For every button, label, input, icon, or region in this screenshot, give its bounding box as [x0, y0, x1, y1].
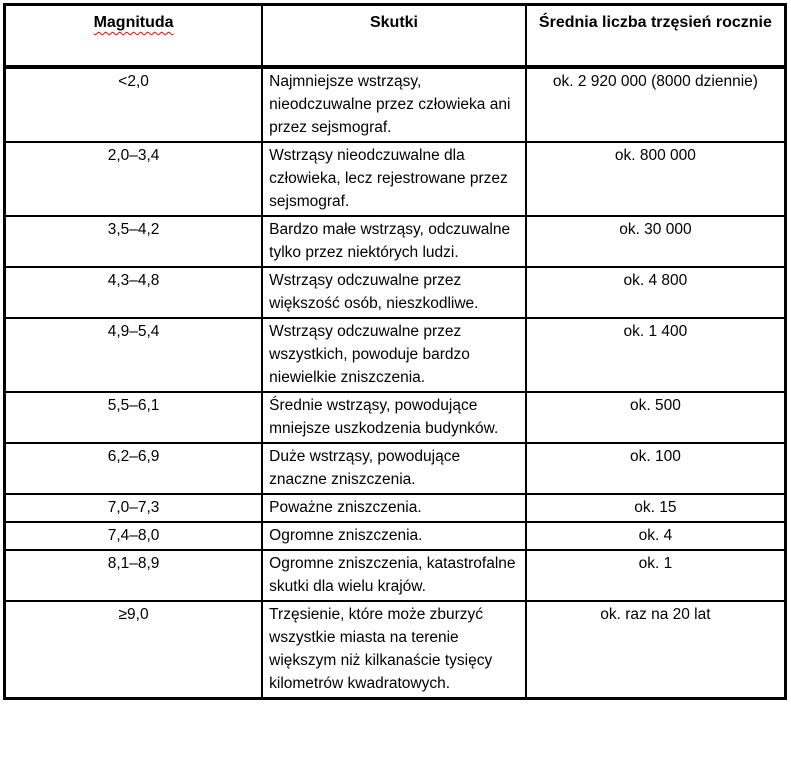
- frequency-cell: ok. 100: [526, 443, 786, 494]
- table-body: [5, 67, 786, 699]
- table-row: [5, 392, 786, 443]
- magnitude-cell: 8,1–8,9: [5, 550, 263, 601]
- frequency-cell: ok. 15: [526, 494, 786, 522]
- magnitude-cell: 3,5–4,2: [5, 216, 263, 267]
- table-row: [5, 601, 786, 699]
- header-magnitude: [5, 5, 263, 68]
- frequency-cell: ok. 1: [526, 550, 786, 601]
- earthquake-magnitude-table: [3, 3, 787, 700]
- frequency-cell: ok. 800 000: [526, 142, 786, 216]
- effects-cell: Najmniejsze wstrząsy, nieodczuwalne przez człowieka ani przez sejsmograf.: [262, 67, 526, 142]
- effects-cell: Trzęsienie, które może zburzyć wszystkie miasta na terenie większym niż kilkanaście tysięcy kilometrów kwadratowych.: [262, 601, 526, 699]
- table-row: [5, 443, 786, 494]
- table-row: [5, 216, 786, 267]
- effects-cell: Duże wstrząsy, powodujące znaczne zniszczenia.: [262, 443, 526, 494]
- effects-cell: Wstrząsy nieodczuwalne dla człowieka, lecz rejestrowane przez sejsmograf.: [262, 142, 526, 216]
- table-row: [5, 522, 786, 550]
- table-row: [5, 550, 786, 601]
- magnitude-cell: 6,2–6,9: [5, 443, 263, 494]
- header-frequency-label: Średnia liczba trzęsień rocznie: [538, 14, 772, 31]
- header-effects: [262, 5, 526, 68]
- header-magnitude-label: Magnituda: [93, 14, 174, 31]
- table-row: [5, 142, 786, 216]
- magnitude-cell: 5,5–6,1: [5, 392, 263, 443]
- header-effects-label: Skutki: [369, 14, 418, 31]
- frequency-cell: ok. 1 400: [526, 318, 786, 392]
- effects-cell: Ogromne zniszczenia, katastrofalne skutki dla wielu krajów.: [262, 550, 526, 601]
- table-row: [5, 67, 786, 142]
- magnitude-cell: ≥9,0: [5, 601, 263, 699]
- table-row: [5, 267, 786, 318]
- frequency-cell: ok. raz na 20 lat: [526, 601, 786, 699]
- table-header-row: [5, 5, 786, 68]
- frequency-cell: ok. 500: [526, 392, 786, 443]
- magnitude-cell: 7,4–8,0: [5, 522, 263, 550]
- header-frequency: [526, 5, 786, 68]
- magnitude-cell: 4,3–4,8: [5, 267, 263, 318]
- table-row: [5, 494, 786, 522]
- effects-cell: Średnie wstrząsy, powodujące mniejsze uszkodzenia budynków.: [262, 392, 526, 443]
- frequency-cell: ok. 30 000: [526, 216, 786, 267]
- table-row: [5, 318, 786, 392]
- frequency-cell: ok. 4: [526, 522, 786, 550]
- magnitude-cell: 2,0–3,4: [5, 142, 263, 216]
- magnitude-cell: 4,9–5,4: [5, 318, 263, 392]
- effects-cell: Bardzo małe wstrząsy, odczuwalne tylko przez niektórych ludzi.: [262, 216, 526, 267]
- effects-cell: Wstrząsy odczuwalne przez wszystkich, powoduje bardzo niewielkie zniszczenia.: [262, 318, 526, 392]
- effects-cell: Poważne zniszczenia.: [262, 494, 526, 522]
- magnitude-cell: <2,0: [5, 67, 263, 142]
- magnitude-cell: 7,0–7,3: [5, 494, 263, 522]
- effects-cell: Ogromne zniszczenia.: [262, 522, 526, 550]
- frequency-cell: ok. 4 800: [526, 267, 786, 318]
- effects-cell: Wstrząsy odczuwalne przez większość osób, nieszkodliwe.: [262, 267, 526, 318]
- frequency-cell: ok. 2 920 000 (8000 dziennie): [526, 67, 786, 142]
